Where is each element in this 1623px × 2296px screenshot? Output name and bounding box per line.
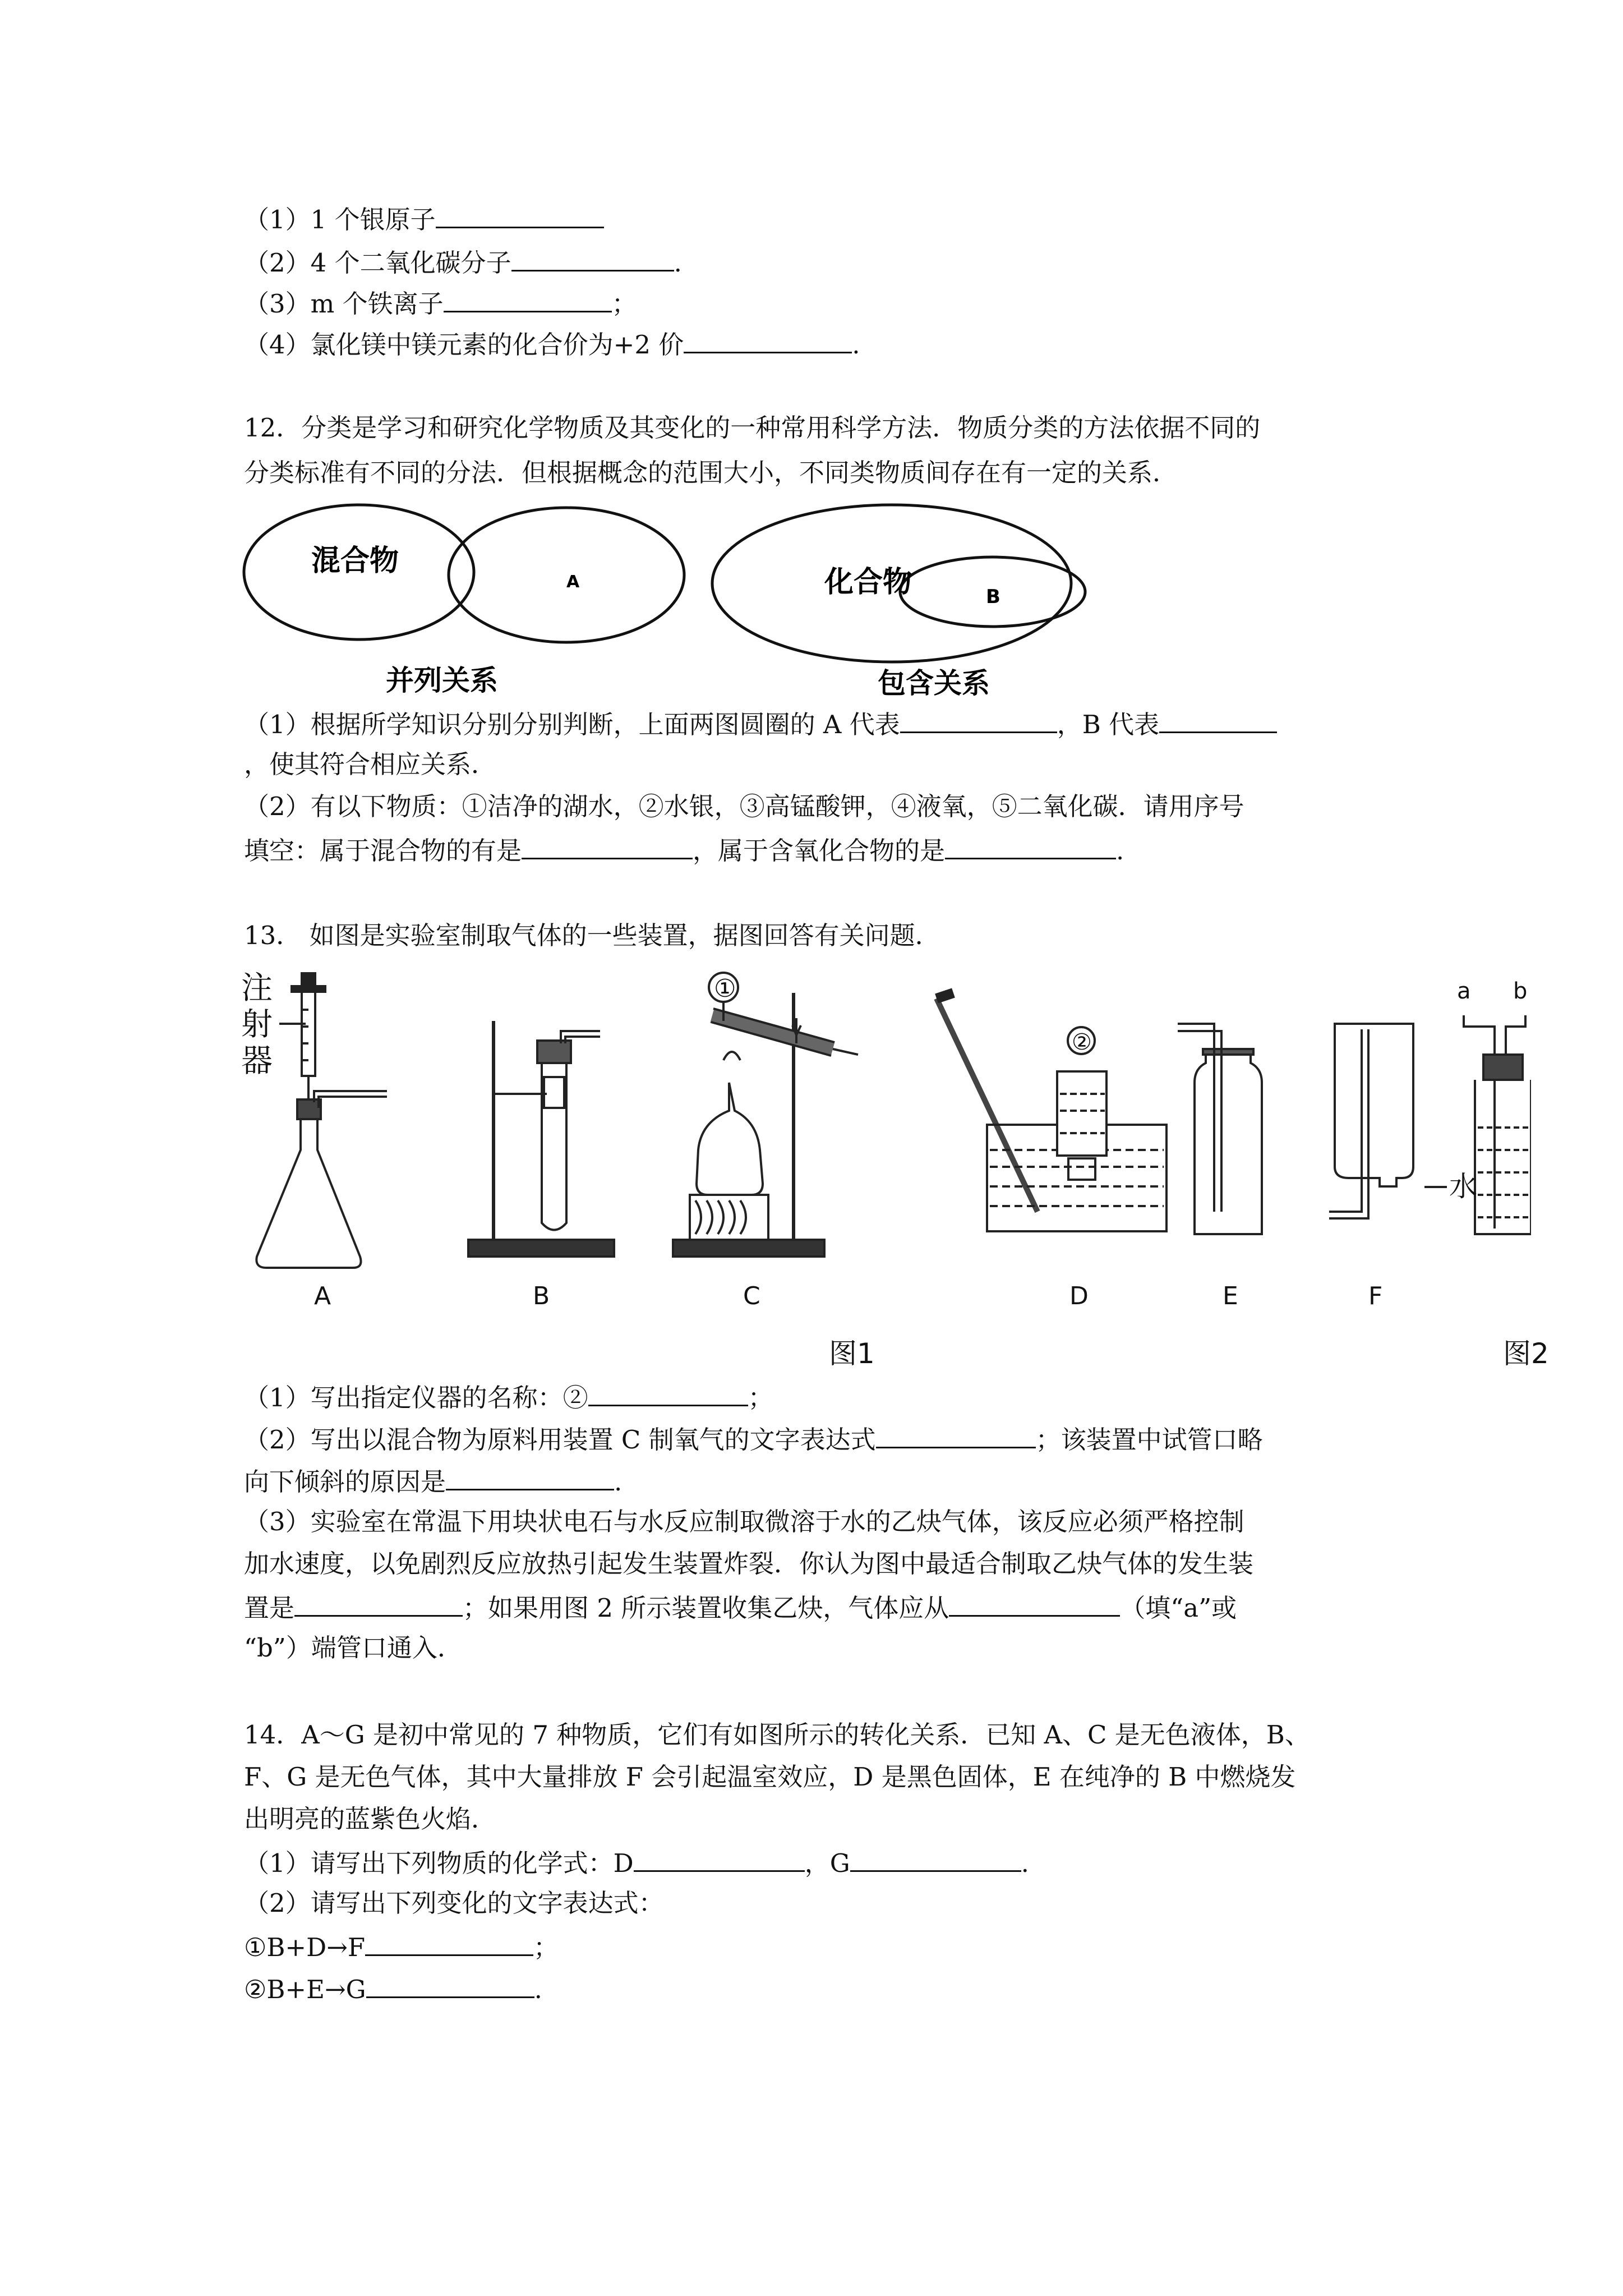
answer-blank[interactable]	[446, 1464, 614, 1490]
q14-line2: F、G 是无色气体，其中大量排放 F 会引起温室效应，D 是黑色固体，E 在纯净的 B 中燃烧发	[244, 1762, 1296, 1792]
q11-item-4: （4）氯化镁中镁元素的化合价为+2 价 .	[244, 327, 860, 361]
fig2-label-a: a	[1457, 978, 1471, 1004]
q13-part3-line2: 加水速度，以免剧烈反应放热引起发生装置炸裂．你认为图中最适合制取乙炔气体的发生装	[244, 1549, 1254, 1579]
q12-part1-line1: （1）根据所学知识分别分别判断，上面两图圆圈的 A 代表 ，B 代表	[244, 707, 1277, 740]
answer-blank[interactable]	[511, 245, 674, 272]
mixture-label: 混合物	[311, 544, 399, 578]
label-b: B	[533, 1282, 550, 1310]
answer-blank[interactable]	[945, 833, 1116, 859]
q13-apparatus-figure	[241, 965, 1531, 1371]
figure-2-extras	[1424, 1150, 1623, 1386]
apparatus-f	[1329, 1024, 1413, 1310]
label-a: A	[314, 1282, 331, 1310]
answer-blank[interactable]	[366, 1972, 534, 1998]
q13-part2-line2: 向下倾斜的原因是 .	[244, 1464, 622, 1498]
answer-blank[interactable]	[1159, 707, 1277, 733]
answer-blank[interactable]	[294, 1590, 463, 1617]
q11-item-1: （1）1 个银原子	[244, 202, 604, 236]
label-d: D	[1069, 1282, 1089, 1310]
syringe-char-2: 射	[241, 1006, 273, 1043]
answer-blank[interactable]	[365, 1930, 533, 1956]
apparatus-e	[1178, 1024, 1262, 1310]
q11-item-2: （2）4 个二氧化碳分子 .	[244, 245, 682, 279]
q13-part3-line3: 置是 ；如果用图 2 所示装置收集乙炔，气体应从 （填“a”或	[244, 1590, 1237, 1624]
q12-stem-line1: 12．分类是学习和研究化学物质及其变化的一种常用科学方法．物质分类的方法依据不同的	[244, 413, 1261, 443]
q12-part2-line2: 填空：属于混合物的有是 ，属于含氧化合物的是 .	[244, 833, 1124, 867]
answer-blank[interactable]	[444, 286, 612, 312]
compound-label: 化合物	[824, 565, 912, 599]
q12-part2-line1: （2）有以下物质：①洁净的湖水，②水银，③高锰酸钾，④液氧，⑤二氧化碳．请用序号	[244, 792, 1244, 821]
q14-part1: （1）请写出下列物质的化学式：D ，G .	[244, 1846, 1029, 1879]
answer-blank[interactable]	[900, 707, 1057, 733]
q14-line1: 14．A～G 是初中常见的 7 种物质，它们有如图所示的转化关系．已知 A、C 是无色液体，B、	[244, 1720, 1310, 1750]
answer-blank[interactable]	[876, 1422, 1036, 1448]
syringe-char-3: 器	[241, 1043, 273, 1079]
q13-part3-line4: “b”）端管口通入．	[244, 1633, 463, 1663]
q12-part1-line2: ，使其符合相应关系．	[244, 749, 497, 779]
answer-blank[interactable]	[634, 1846, 805, 1872]
q11-item-3: （3）m 个铁离子 ；	[244, 286, 637, 320]
apparatus-d	[937, 993, 1166, 1310]
fig2-caption: 图2	[1503, 1337, 1549, 1370]
label-a: A	[566, 572, 580, 592]
apparatus-svg	[241, 965, 1531, 1369]
q13-part1: （1）写出指定仪器的名称：② ；	[244, 1380, 773, 1414]
fig1-caption: 图1	[829, 1337, 875, 1369]
classification-svg	[241, 502, 1161, 710]
marker-2: ②	[1072, 1029, 1092, 1055]
apparatus-b	[468, 1021, 614, 1310]
apparatus-c	[673, 973, 858, 1310]
answer-blank[interactable]	[436, 202, 604, 228]
q13-part3-line1: （3）实验室在常温下用块状电石与水反应制取微溶于水的乙炔气体，该反应必须严格控制	[244, 1507, 1244, 1536]
marker-1: ①	[714, 974, 736, 1003]
q14-reaction-1: ①B+D→F ；	[244, 1930, 559, 1963]
answer-blank[interactable]	[850, 1846, 1021, 1872]
q14-part2: （2）请写出下列变化的文字表达式：	[244, 1888, 664, 1918]
q13-part2-line1: （2）写出以混合物为原料用装置 C 制氧气的文字表达式 ；该装置中试管口略	[244, 1422, 1263, 1456]
q13-stem: 13． 如图是实验室制取气体的一些装置，据图回答有关问题．	[244, 921, 940, 950]
label-b: B	[986, 586, 1000, 608]
answer-blank[interactable]	[684, 327, 852, 353]
fig2-water-label: 水	[1449, 1170, 1477, 1203]
label-f: F	[1368, 1282, 1383, 1310]
apparatus-a	[241, 970, 387, 1310]
figure-2-extras-svg	[1424, 1150, 1623, 1386]
q12-stem-line2: 分类标准有不同的分法．但根据概念的范围大小，不同类物质间存在有一定的关系．	[244, 458, 1178, 487]
fig2-label-b: b	[1513, 978, 1528, 1004]
answer-blank[interactable]	[522, 833, 693, 859]
label-e: E	[1223, 1282, 1238, 1310]
parallel-caption: 并列关系	[386, 664, 498, 697]
answer-blank[interactable]	[588, 1380, 748, 1406]
label-c: C	[743, 1282, 760, 1310]
q14-reaction-2: ②B+E→G .	[244, 1972, 542, 2005]
q12-classification-diagram	[241, 502, 1161, 712]
answer-blank[interactable]	[949, 1590, 1120, 1617]
contain-caption: 包含关系	[878, 667, 990, 700]
syringe-char-1: 注	[241, 970, 273, 1006]
q14-line3: 出明亮的蓝紫色火焰．	[244, 1804, 497, 1834]
